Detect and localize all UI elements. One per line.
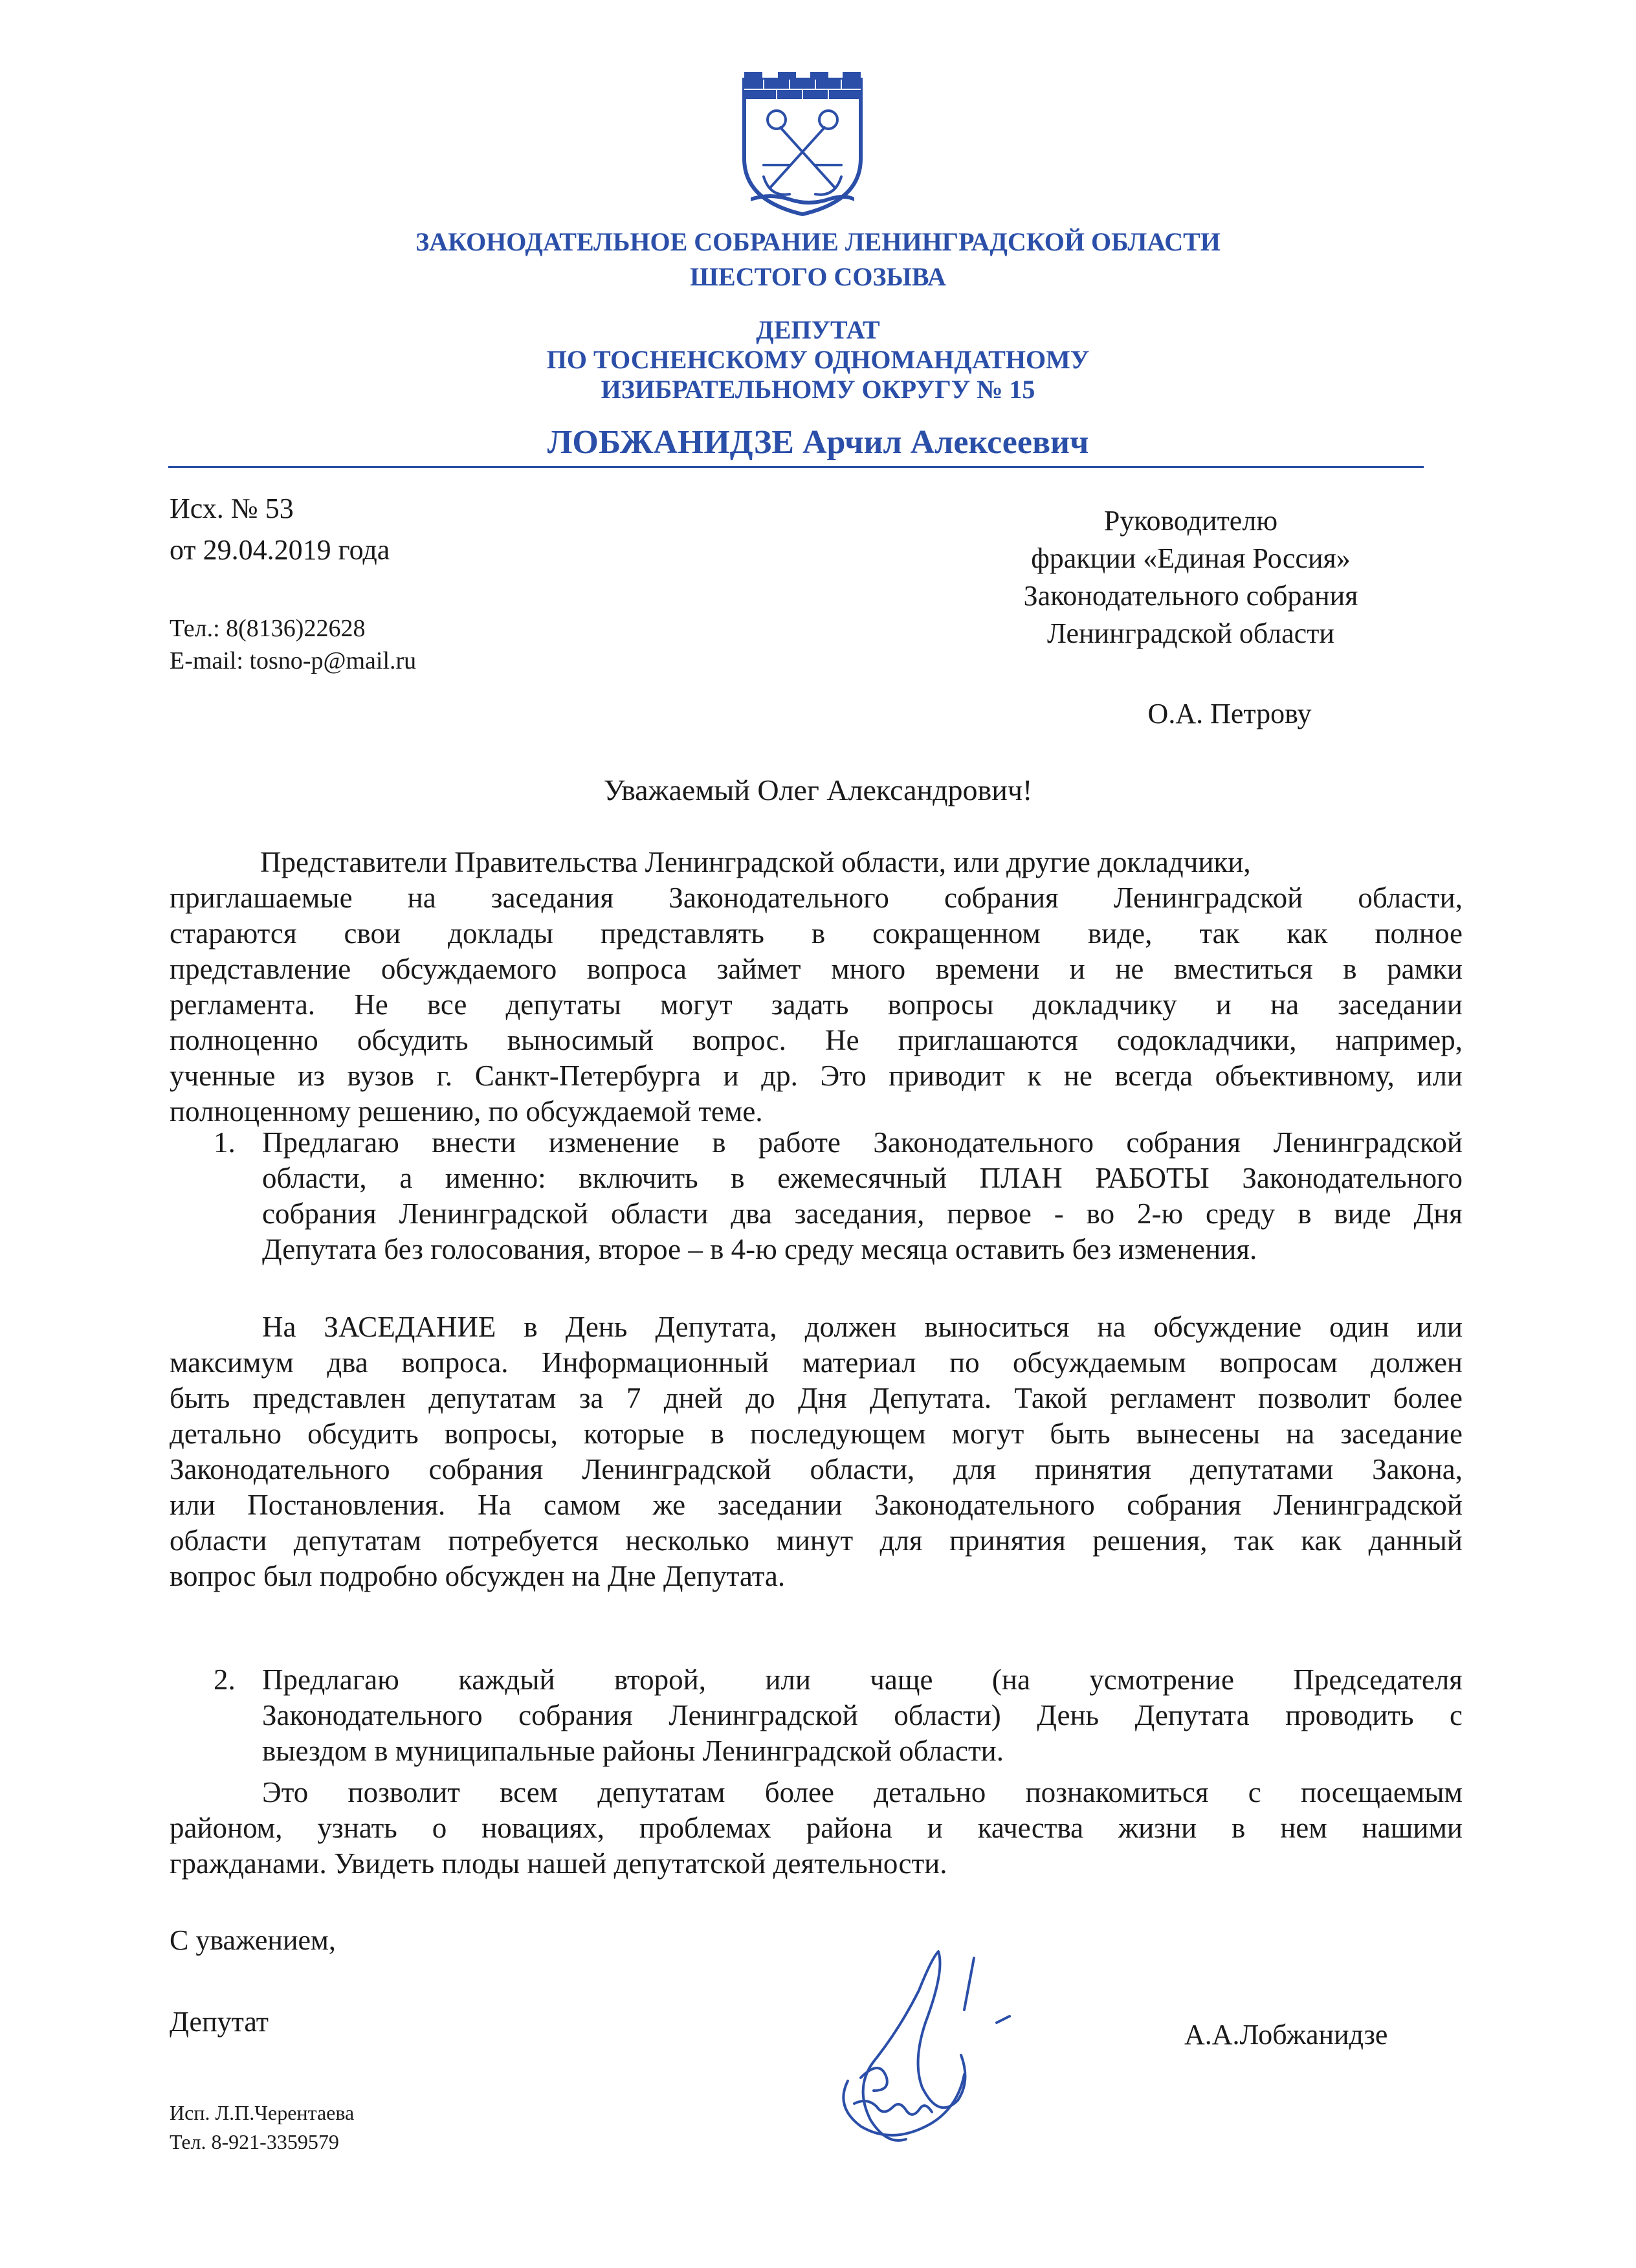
sender-email: E-mail: tosno-p@mail.ru — [170, 647, 417, 674]
text-line: представление обсуждаемого вопроса займет много времени и не вместиться в рамки — [170, 953, 1463, 985]
text-line: Законодательного собрания Ленинградской области) День Депутата проводить с — [262, 1699, 1463, 1731]
signature-icon — [809, 1932, 1042, 2152]
addressee-line1: Руководителю — [1103, 505, 1278, 537]
text-line: Законодательного собрания Ленинградской области, для принятия депутатами Закона, — [170, 1453, 1463, 1485]
coat-of-arms-icon — [738, 68, 867, 218]
addressee-line3: Законодательного собрания — [1023, 580, 1358, 612]
body-paragraph-3 — [170, 1775, 1463, 1882]
text-line: максимум два вопроса. Информационный материал по обсуждаемым вопросам должен — [170, 1346, 1463, 1379]
addressee-name: О.А. Петрову — [1147, 698, 1312, 729]
text-line: полноценно обсудить выносимый вопрос. Не приглашаются содокладчики, например, — [170, 1024, 1463, 1056]
text-line: стараются свои доклады представлять в сокращенном виде, так как полное — [170, 917, 1463, 950]
executor-phone: Тел. 8-921-3359579 — [170, 2130, 339, 2153]
signer-position: Депутат — [170, 2006, 269, 2038]
deputy-name: ЛОБЖАНИДЗЕ Арчил Алексеевич — [547, 424, 1089, 461]
list-number-1: 1. — [214, 1126, 236, 1159]
text-line: детально обсудить вопросы, которые в последующем могут быть вынесены на заседание — [170, 1418, 1463, 1450]
text-line: или Постановления. На самом же заседании Законодательного собрания Ленинградской — [170, 1489, 1463, 1521]
text-line: выездом в муниципальные районы Ленинградской области. — [262, 1735, 1004, 1767]
deputy-title-line3: ИЗИБРАТЕЛЬНОМУ ОКРУГУ № 15 — [601, 375, 1035, 404]
list-number-2: 2. — [214, 1663, 236, 1696]
ref-number: Исх. № 53 — [170, 493, 294, 524]
org-title-line2: ШЕСТОГО СОЗЫВА — [690, 262, 946, 291]
deputy-title-line1: ДЕПУТАТ — [756, 315, 880, 344]
body-paragraph-1 — [170, 845, 1463, 1129]
sender-phone: Тел.: 8(8136)22628 — [170, 615, 366, 642]
body-paragraph-2 — [170, 1309, 1463, 1594]
text-line: собрания Ленинградской области два заседания, первое - во 2-ю среду в виде Дня — [262, 1197, 1463, 1230]
text-line: Предлагаю внести изменение в работе Законодательного собрания Ленинградской — [262, 1126, 1463, 1159]
text-line: гражданами. Увидеть плоды нашей депутатской деятельности. — [170, 1847, 947, 1880]
addressee-line4: Ленинградской области — [1047, 617, 1334, 649]
text-line: На ЗАСЕДАНИЕ в День Депутата, должен выноситься на обсуждение один или — [262, 1311, 1463, 1343]
salutation: Уважаемый Олег Александрович! — [603, 773, 1033, 806]
text-line: области депутатам потребуется несколько минут для принятия решения, так как данный — [170, 1524, 1463, 1557]
header-divider — [168, 466, 1424, 468]
letter-date: от 29.04.2019 года — [170, 534, 390, 566]
addressee-line2: фракции «Единая Россия» — [1031, 542, 1351, 574]
deputy-title-line2: ПО ТОСНЕНСКОМУ ОДНОМАНДАТНОМУ — [546, 345, 1090, 374]
text-line: Представители Правительства Ленинградской области, или другие докладчики, — [260, 846, 1251, 878]
text-line: быть представлен депутатам за 7 дней до Дня Депутата. Такой регламент позволит более — [170, 1382, 1463, 1414]
text-line: вопрос был подробно обсужден на Дне Депутата. — [170, 1560, 786, 1592]
text-line: ученные из вузов г. Санкт-Петербурга и др. Это приводит к не всегда объективному, или — [170, 1060, 1463, 1092]
text-line: Предлагаю каждый второй, или чаще (на усмотрение Председателя — [262, 1663, 1463, 1696]
text-line: Это позволит всем депутатам более детально познакомиться с посещаемым — [262, 1776, 1463, 1808]
text-line: области, а именно: включить в ежемесячный ПЛАН РАБОТЫ Законодательного — [262, 1162, 1463, 1194]
org-title-line1: ЗАКОНОДАТЕЛЬНОЕ СОБРАНИЕ ЛЕНИНГРАДСКОЙ ОБЛАСТИ — [415, 227, 1221, 256]
text-line: полноценному решению, по обсуждаемой теме. — [170, 1095, 763, 1128]
text-line: районом, узнать о новациях, проблемах района и качества жизни в нем нашими — [170, 1812, 1463, 1844]
list-item-2 — [262, 1662, 1463, 1769]
list-item-1 — [262, 1125, 1463, 1267]
signer-name: А.А.Лобжанидзе — [1184, 2019, 1388, 2051]
closing-regards: С уважением, — [170, 1924, 336, 1956]
text-line: регламента. Не все депутаты могут задать вопросы докладчику и на заседании — [170, 988, 1463, 1021]
text-line: приглашаемые на заседания Законодательного собрания Ленинградской области, — [170, 882, 1463, 914]
executor-name: Исп. Л.П.Черентаева — [170, 2101, 355, 2124]
text-line: Депутата без голосования, второе – в 4-ю среду месяца оставить без изменения. — [262, 1233, 1257, 1265]
